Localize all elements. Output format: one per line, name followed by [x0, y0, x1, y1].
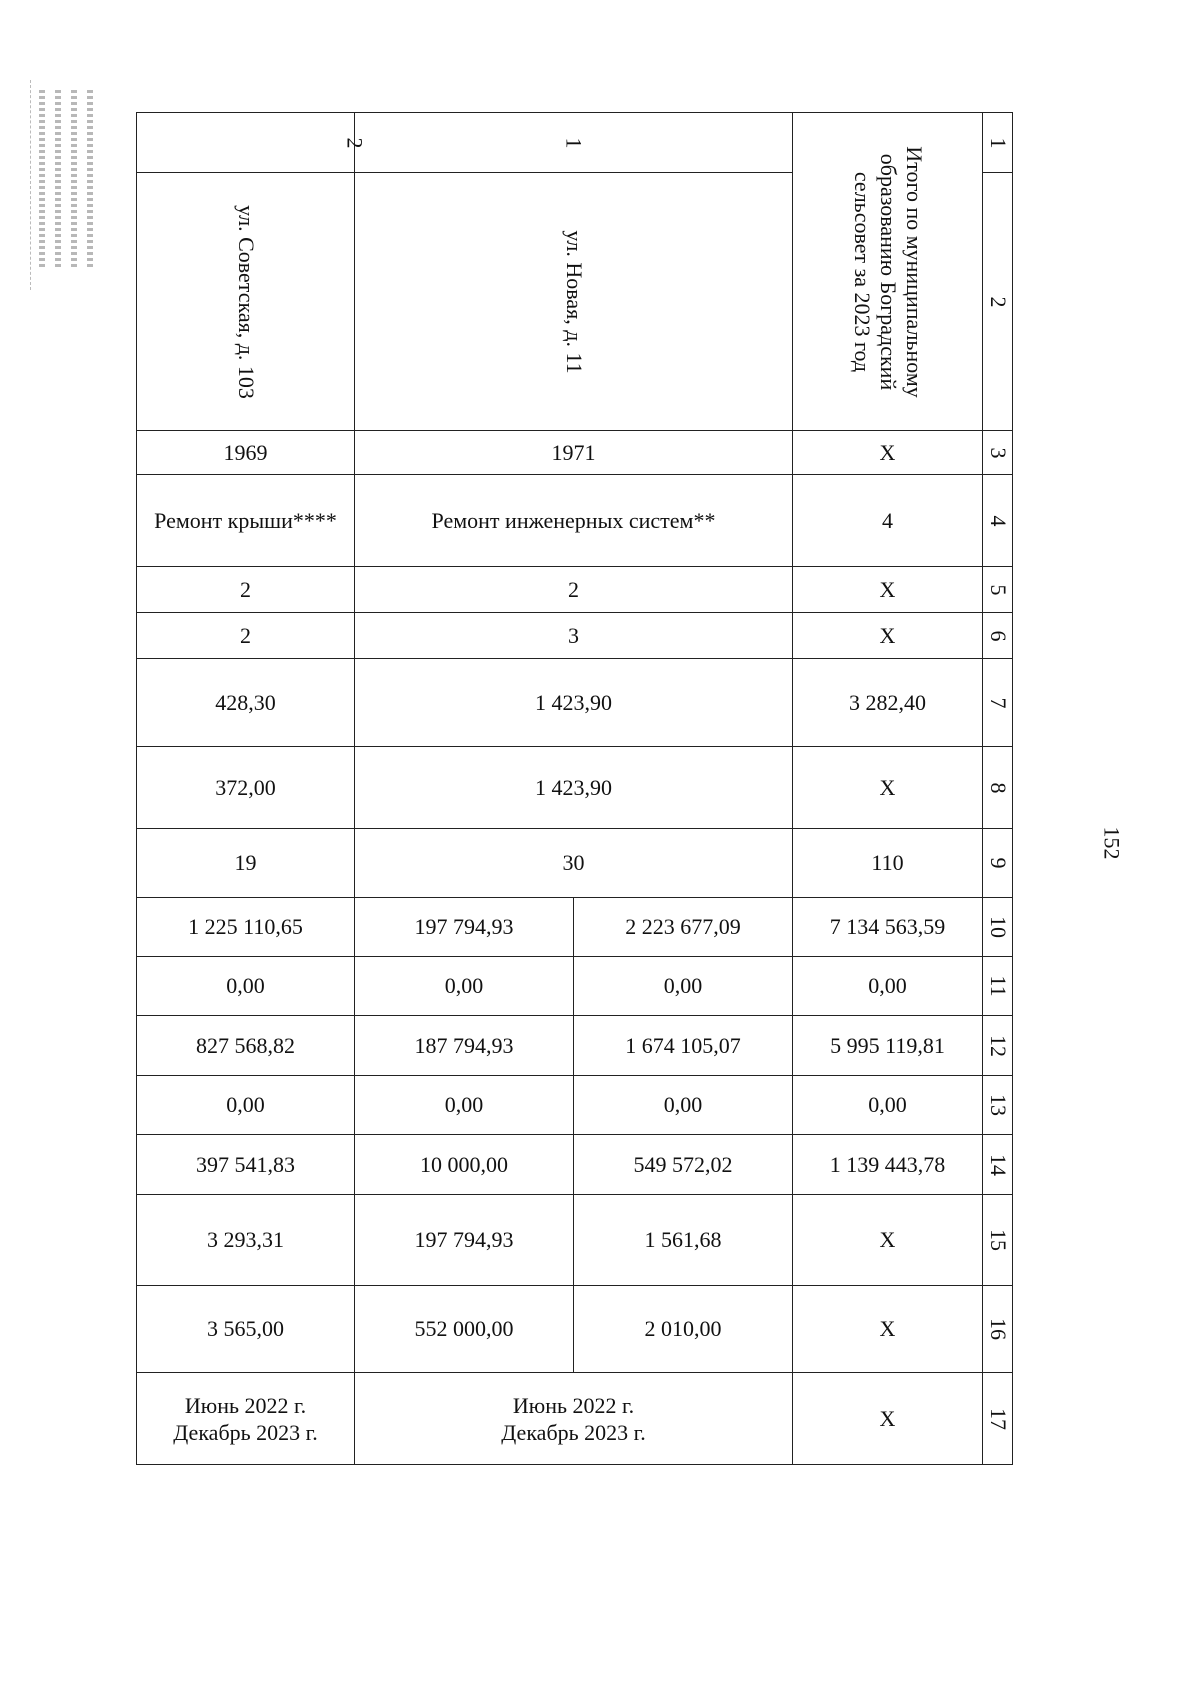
stamp-line	[71, 90, 77, 270]
column-number: 11	[985, 975, 1011, 997]
row-number: 2	[342, 137, 367, 148]
col-num-cell	[983, 898, 1013, 957]
row1-period	[355, 1373, 793, 1465]
column-number: 1	[985, 137, 1011, 148]
total-c11: 0,00	[793, 957, 983, 1016]
row2-address-cell	[137, 173, 355, 431]
total-c4: 4	[793, 475, 983, 567]
row1b-c12: 187 794,93	[355, 1016, 574, 1076]
col-num-cell	[983, 431, 1013, 475]
row1-address-cell	[355, 173, 793, 431]
row-number: 1	[561, 137, 587, 148]
total-c14: 1 139 443,78	[793, 1135, 983, 1195]
col-num-cell	[983, 475, 1013, 567]
total-c6: X	[793, 613, 983, 659]
period-start: Июнь 2022 г.	[184, 1392, 307, 1418]
total-c10: 7 134 563,59	[793, 898, 983, 957]
col-num-cell	[983, 1286, 1013, 1373]
address-text: ул. Советская, д. 103	[233, 204, 259, 399]
row1-c8: 1 423,90	[355, 747, 793, 829]
stamp-line	[55, 90, 61, 270]
column-number: 6	[985, 630, 1011, 641]
col-num-cell	[983, 1076, 1013, 1135]
row1b-c16: 552 000,00	[355, 1286, 574, 1373]
address-text: ул. Новая, д. 11	[561, 229, 587, 374]
total-c17: X	[793, 1373, 983, 1465]
row2-c15: 3 293,31	[137, 1195, 355, 1286]
row1-c7: 1 423,90	[355, 659, 793, 747]
col-num-cell	[983, 1373, 1013, 1465]
row2-c5: 2	[137, 567, 355, 613]
col-num-cell	[983, 1195, 1013, 1286]
col-num-cell	[983, 957, 1013, 1016]
total-label-line: сельсовет за 2023 год	[849, 171, 875, 372]
stamp-line	[87, 90, 93, 270]
period-end: Декабрь 2023 г.	[501, 1419, 646, 1445]
row2-c11: 0,00	[137, 957, 355, 1016]
row1a-c14: 549 572,02	[574, 1135, 793, 1195]
row1b-c15: 197 794,93	[355, 1195, 574, 1286]
total-c5: X	[793, 567, 983, 613]
col-num-cell	[983, 747, 1013, 829]
total-c7: 3 282,40	[793, 659, 983, 747]
row2-c7: 428,30	[137, 659, 355, 747]
column-number: 9	[985, 857, 1011, 869]
row2-c6: 2	[137, 613, 355, 659]
row2-c8: 372,00	[137, 747, 355, 829]
column-number: 3	[985, 447, 1011, 458]
period-start: Июнь 2022 г.	[512, 1392, 635, 1418]
stamp-line	[39, 90, 45, 270]
row2-num-cell	[137, 113, 367, 173]
doc-table	[136, 112, 1013, 1465]
row1a-c15: 1 561,68	[574, 1195, 793, 1286]
column-number: 10	[985, 916, 1011, 938]
row1b-c13: 0,00	[355, 1076, 574, 1135]
row1-c5: 2	[355, 567, 793, 613]
row1a-c12: 1 674 105,07	[574, 1016, 793, 1076]
col-num-cell	[983, 567, 1013, 613]
page-number: 152	[1099, 826, 1125, 860]
total-c3: X	[793, 431, 983, 475]
total-label	[849, 146, 927, 398]
row1a-c16: 2 010,00	[574, 1286, 793, 1373]
col-num-cell	[983, 1016, 1013, 1076]
row2-work: Ремонт крыши****	[137, 475, 355, 567]
total-c12: 5 995 119,81	[793, 1016, 983, 1076]
column-number: 7	[985, 697, 1011, 708]
col-num-cell	[983, 113, 1013, 173]
row1b-c11: 0,00	[355, 957, 574, 1016]
row2-c9: 19	[137, 829, 355, 898]
row2-c12: 827 568,82	[137, 1016, 355, 1076]
row1-work: Ремонт инженерных систем**	[355, 475, 793, 567]
row1-c9: 30	[355, 829, 793, 898]
row2-c10: 1 225 110,65	[137, 898, 355, 957]
row2-period	[137, 1373, 355, 1465]
column-number: 2	[985, 296, 1011, 307]
row2-c14: 397 541,83	[137, 1135, 355, 1195]
column-number: 12	[985, 1034, 1011, 1057]
col-num-cell	[983, 829, 1013, 898]
total-c15: X	[793, 1195, 983, 1286]
row2-c13: 0,00	[137, 1076, 355, 1135]
total-label-line: Итого по муниципальному	[901, 145, 927, 398]
column-number: 17	[985, 1407, 1011, 1430]
total-c13: 0,00	[793, 1076, 983, 1135]
column-number: 5	[985, 584, 1011, 595]
total-c9: 110	[793, 829, 983, 898]
stamp-mark	[30, 80, 109, 290]
column-number: 15	[985, 1229, 1011, 1251]
col-num-cell	[983, 659, 1013, 747]
row1b-c10: 197 794,93	[355, 898, 574, 957]
row1a-c13: 0,00	[574, 1076, 793, 1135]
column-number: 4	[985, 515, 1011, 526]
total-c16: X	[793, 1286, 983, 1373]
row1-c6: 3	[355, 613, 793, 659]
total-label-cell	[793, 113, 983, 431]
column-number: 13	[985, 1094, 1011, 1116]
row1-year: 1971	[355, 431, 793, 475]
row1a-c11: 0,00	[574, 957, 793, 1016]
column-number: 16	[985, 1318, 1011, 1340]
col-num-cell	[983, 173, 1013, 431]
total-label-line: образованию Боградский	[875, 153, 901, 390]
row2-c16: 3 565,00	[137, 1286, 355, 1373]
row1a-c10: 2 223 677,09	[574, 898, 793, 957]
col-num-cell	[983, 613, 1013, 659]
period-end: Декабрь 2023 г.	[173, 1419, 318, 1445]
col-num-cell	[983, 1135, 1013, 1195]
row2-year: 1969	[137, 431, 355, 475]
column-number: 8	[985, 782, 1011, 793]
row1-num-cell	[355, 113, 793, 173]
row1b-c14: 10 000,00	[355, 1135, 574, 1195]
column-number: 14	[985, 1153, 1011, 1176]
total-c8: X	[793, 747, 983, 829]
